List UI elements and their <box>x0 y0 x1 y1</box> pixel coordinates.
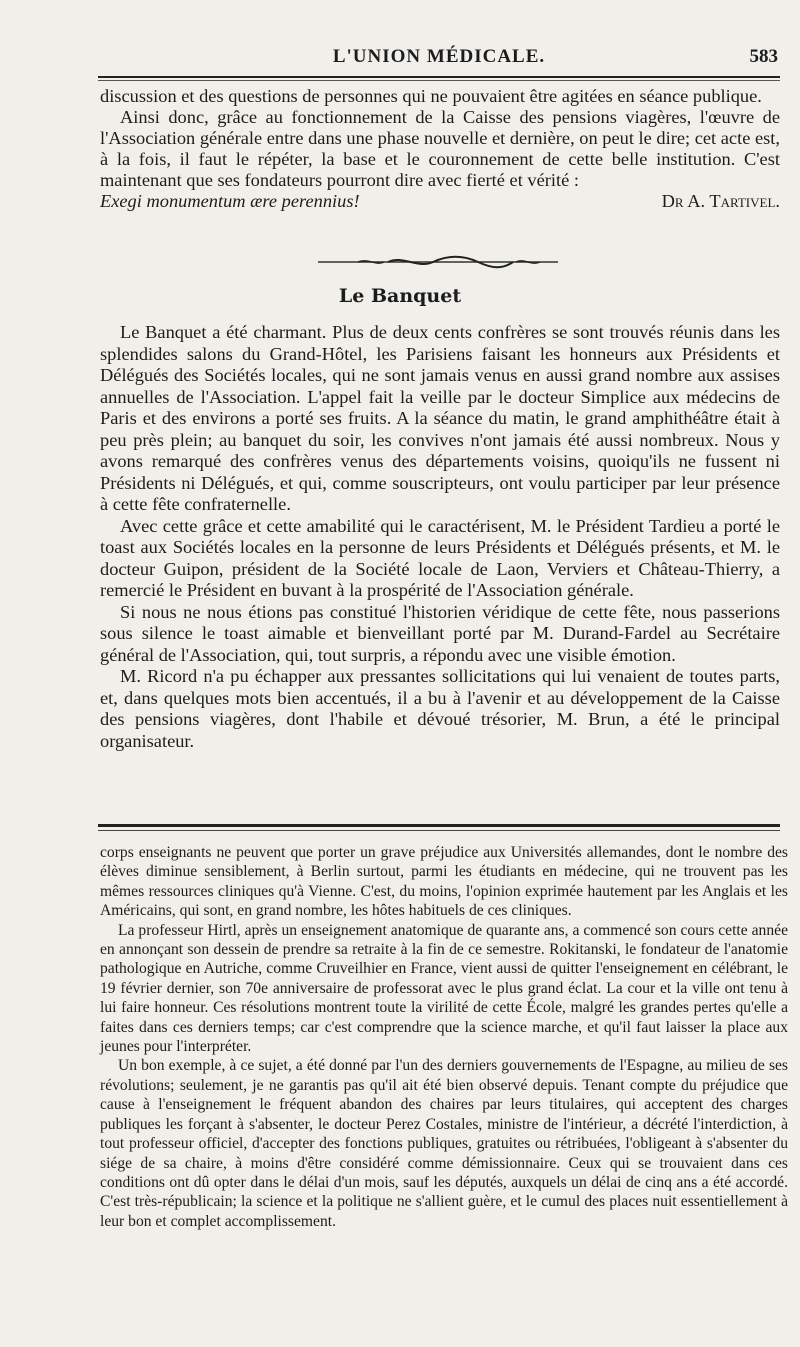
quote-signature-line <box>100 191 780 212</box>
paragraph: Ainsi donc, grâce au fonctionnement de la Caisse des pensions viagères, l'œuvre de l'Association générale entre dans une phase nouvelle et dernière, on peut le dire; cet acte est, à la fois, il faut le répéter, la base et le couronnement de cette belle institution. C'est maintenant que ses fondateurs pourront dire avec fierté et vérité : <box>100 107 780 190</box>
paragraph: Si nous ne nous étions pas constitué l'historien véridique de cette fête, nous passerions sous silence le toast aimable et bienveillant porté par M. Durand-Fardel au Secrétaire général de l'Association, qui, tout surpris, a répondu avec une visible émotion. <box>100 601 780 665</box>
paragraph: M. Ricord n'a pu échapper aux pressantes sollicitations qui lui venaient de toutes parts, et, dans quelques mots bien accentués, il a bu à l'avenir et au développement de la Caisse des pensions viagères, dont l'habile et dévoué trésorier, M. Brun, a été le principal organisateur. <box>100 666 780 751</box>
header-rule <box>98 76 780 78</box>
paragraph: Avec cette grâce et cette amabilité qui le caractérisent, M. le Président Tardieu a porté le toast aux Sociétés locales en la personne de leurs Présidents et Délégués présents, et M. le docteur Guipon, président de la Société locale de Laon, Verviers et Château-Thierry, a remercié le Président en buvant à la prospérité de l'Association générale. <box>100 515 780 600</box>
paragraph: La professeur Hirtl, après un enseignement anatomique de quarante ans, a commencé son cours cette année en annonçant son dessein de prendre sa retraite à la fin de ce semestre. Rokitanski, le fondateur de l'anatomie pathologique en Autriche, comme Cruveilhier en France, vient aussi de quitter l'enseignement en célébrant, le 19 février dernier, son 70e anniversaire de professorat avec le plus grand éclat. La cour et la ville ont tenu à lui faire honneur. Ces résolutions montrent toute la virilité de cette École, malgré les grandes pertes qu'elle a faites dans ces derniers temps; car c'est comprendre que la science marche, et qu'il faut laisser la place aux jeunes pour l'interpréter. <box>100 921 788 1056</box>
paragraph: Un bon exemple, à ce sujet, a été donné par l'un des derniers gouvernements de l'Espagne, au milieu de ses révolutions; seulement, je ne garantis pas qu'il ait été bien observé depuis. Tenant compte du préjudice que cause à l'enseignement le fréquent abandon des chaires par leurs titulaires, qui acceptent des charges publiques les forçant à s'absenter, le docteur Perez Costales, ministre de l'intérieur, a décrété l'interdiction, à tout professeur officiel, d'accepter des fonctions publiques, gratuites ou rétribuées, l'obligeant à s'absenter du siége de sa chaire, à moins d'être considéré comme démissionnaire. Ceux qui se trouvaient dans ces conditions ont dû opter dans le délai d'un mois, sauf les députés, auxquels un délai de cinq ans a été accordé. C'est très-républicain; la science et la politique ne s'allient guère, et le cumul des places nuit essentiellement à leur bon et complet accomplissement. <box>100 1057 788 1230</box>
latin-quote: Exegi monumentum ære perennius! <box>100 191 360 211</box>
feuilleton-rule-thin <box>98 830 780 831</box>
running-title: L'UNION MÉDICALE. <box>332 46 546 67</box>
paragraph: corps enseignants ne peuvent que porter un grave préjudice aux Universités allemandes, dont le nombre des élèves diminue sensiblement, à Berlin surtout, parmi les étudiants en médecine, qui ne trouvent pas les mêmes ressources cliniques qu'à Vienne. C'est, du moins, l'opinion exprimée hautement par les Anglais et les Américains, qui sont, en grand nombre, les hôtes habituels de ces cliniques. <box>100 844 788 920</box>
section-title-banquet: Le Banquet <box>338 285 462 307</box>
paragraph: Le Banquet a été charmant. Plus de deux cents confrères se sont trouvés réunis dans les splendides salons du Grand-Hôtel, les Parisiens faisant les honneurs aux Présidents et Délégués des Sociétés locales, qui ne sont jamais venus en aussi grand nombre aux assises annuelles de l'Association. L'appel fait la veille par le docteur Simplice aux médecins de Paris et des environs a porté ses fruits. A la séance du matin, le grand amphithéâtre était à peu près plein; au banquet du soir, les convives n'ont jamais été aussi nombreux. Nous y avons remarqué des confrères venus des départements voisins, quoiqu'ils ne fussent ni Présidents ni Délégués, et qui, comme souscripteurs, ont voulu participer par leur présence à cette fête confraternelle. <box>100 322 780 514</box>
feuilleton-section <box>100 843 788 1231</box>
article-conclusion <box>100 86 780 212</box>
page-header <box>98 46 780 74</box>
author-signature: Dr A. Tartivel. <box>661 191 780 211</box>
banquet-section <box>100 322 780 752</box>
feuilleton-rule <box>98 824 780 827</box>
header-rule-thin <box>98 80 780 81</box>
paragraph: discussion et des questions de personnes qui ne pouvaient être agitées en séance publique. <box>100 86 762 106</box>
page-number: 583 <box>749 46 778 67</box>
section-ornament <box>318 255 558 269</box>
